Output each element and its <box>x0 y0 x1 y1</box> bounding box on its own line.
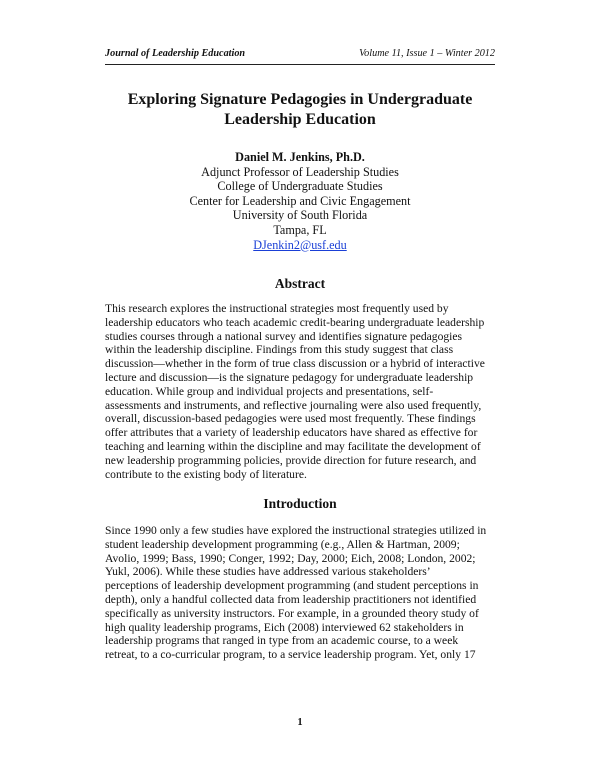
abstract-line: offer attributes that a variety of leadership educators have shared as effective for <box>105 426 478 440</box>
abstract-line: education. While group and individual projects and presentations, self- <box>105 384 434 398</box>
abstract-line: new leadership programming policies, provide direction for future research, and <box>105 453 477 467</box>
abstract-line: studies courses through a national survey and identifies signature pedagogies <box>105 329 463 343</box>
abstract-line: This research explores the instructional strategies most frequently used by <box>105 302 449 315</box>
introduction-line: Yukl, 2006). While these studies have addressed various stakeholders’ <box>105 565 431 579</box>
abstract-line: assessments and instruments, and reflective journaling were also used frequently, <box>105 398 482 412</box>
introduction-body <box>105 524 500 662</box>
abstract-line: contribute to the existing body of literature. <box>105 467 307 481</box>
author-name: Daniel M. Jenkins, Ph.D. <box>235 150 365 164</box>
paper-title <box>80 90 520 130</box>
affiliation-line: University of South Florida <box>232 208 368 223</box>
affiliation-line: Center for Leadership and Civic Engagement <box>189 193 411 208</box>
introduction-line: retreat, to a co-curricular program, to a service leadership program. Yet, only 17 <box>105 648 476 662</box>
affiliation-line: Tampa, FL <box>273 222 327 237</box>
affiliation-line: Adjunct Professor of Leadership Studies <box>201 164 399 179</box>
abstract-line: overall, discussion-based pedagogies were used most frequently. These findings <box>105 412 476 426</box>
running-header <box>105 46 495 62</box>
page-number: 1 <box>297 717 303 728</box>
introduction-line: depth), only a handful collected data from leadership practitioners not identified <box>105 592 477 606</box>
introduction-line: leadership programs that ranged in type from an academic course, to a week <box>105 634 459 648</box>
abstract-heading: Abstract <box>274 276 326 291</box>
introduction-line: high quality leadership programs, Eich (2008) interviewed 62 stakeholders in <box>105 620 464 634</box>
introduction-line: specifically as university instructors. For example, in a grounded theory study of <box>105 606 479 620</box>
introduction-heading: Introduction <box>263 496 337 511</box>
abstract-line: leadership educators who teach academic credit-bearing undergraduate leadership <box>105 315 485 329</box>
abstract-body <box>105 302 500 481</box>
introduction-line: Since 1990 only a few studies have explored the instructional strategies utilized in <box>105 524 487 537</box>
issue-info: Volume 11, Issue 1 – Winter 2012 <box>359 48 495 59</box>
author-email-link[interactable]: DJenkin2@usf.edu <box>253 237 347 252</box>
abstract-line: lecture and discussion—is the signature pedagogy for undergraduate leadership <box>105 370 474 384</box>
title-line: Exploring Signature Pedagogies in Undergraduate <box>127 91 473 108</box>
header-rule <box>105 64 495 65</box>
abstract-line: teaching and learning within the discipline and may facilitate the development of <box>105 439 481 453</box>
author-block <box>100 150 500 252</box>
introduction-line: perceptions of leadership development programming (and student perceptions in <box>105 579 479 593</box>
title-line: Leadership Education <box>224 111 376 128</box>
abstract-line: discussion—whether in the form of true class discussion or a hybrid of interactive <box>105 357 485 371</box>
introduction-line: student leadership development programming (e.g., Allen & Hartman, 2009; <box>105 537 460 551</box>
abstract-line: within the leadership discipline. Findings from this study suggest that class <box>105 343 454 357</box>
affiliation-line: College of Undergraduate Studies <box>217 179 383 194</box>
journal-name: Journal of Leadership Education <box>105 48 246 59</box>
introduction-line: Avolio, 1999; Bass, 1990; Conger, 1992; Day, 2000; Eich, 2008; London, 2002; <box>105 551 476 565</box>
